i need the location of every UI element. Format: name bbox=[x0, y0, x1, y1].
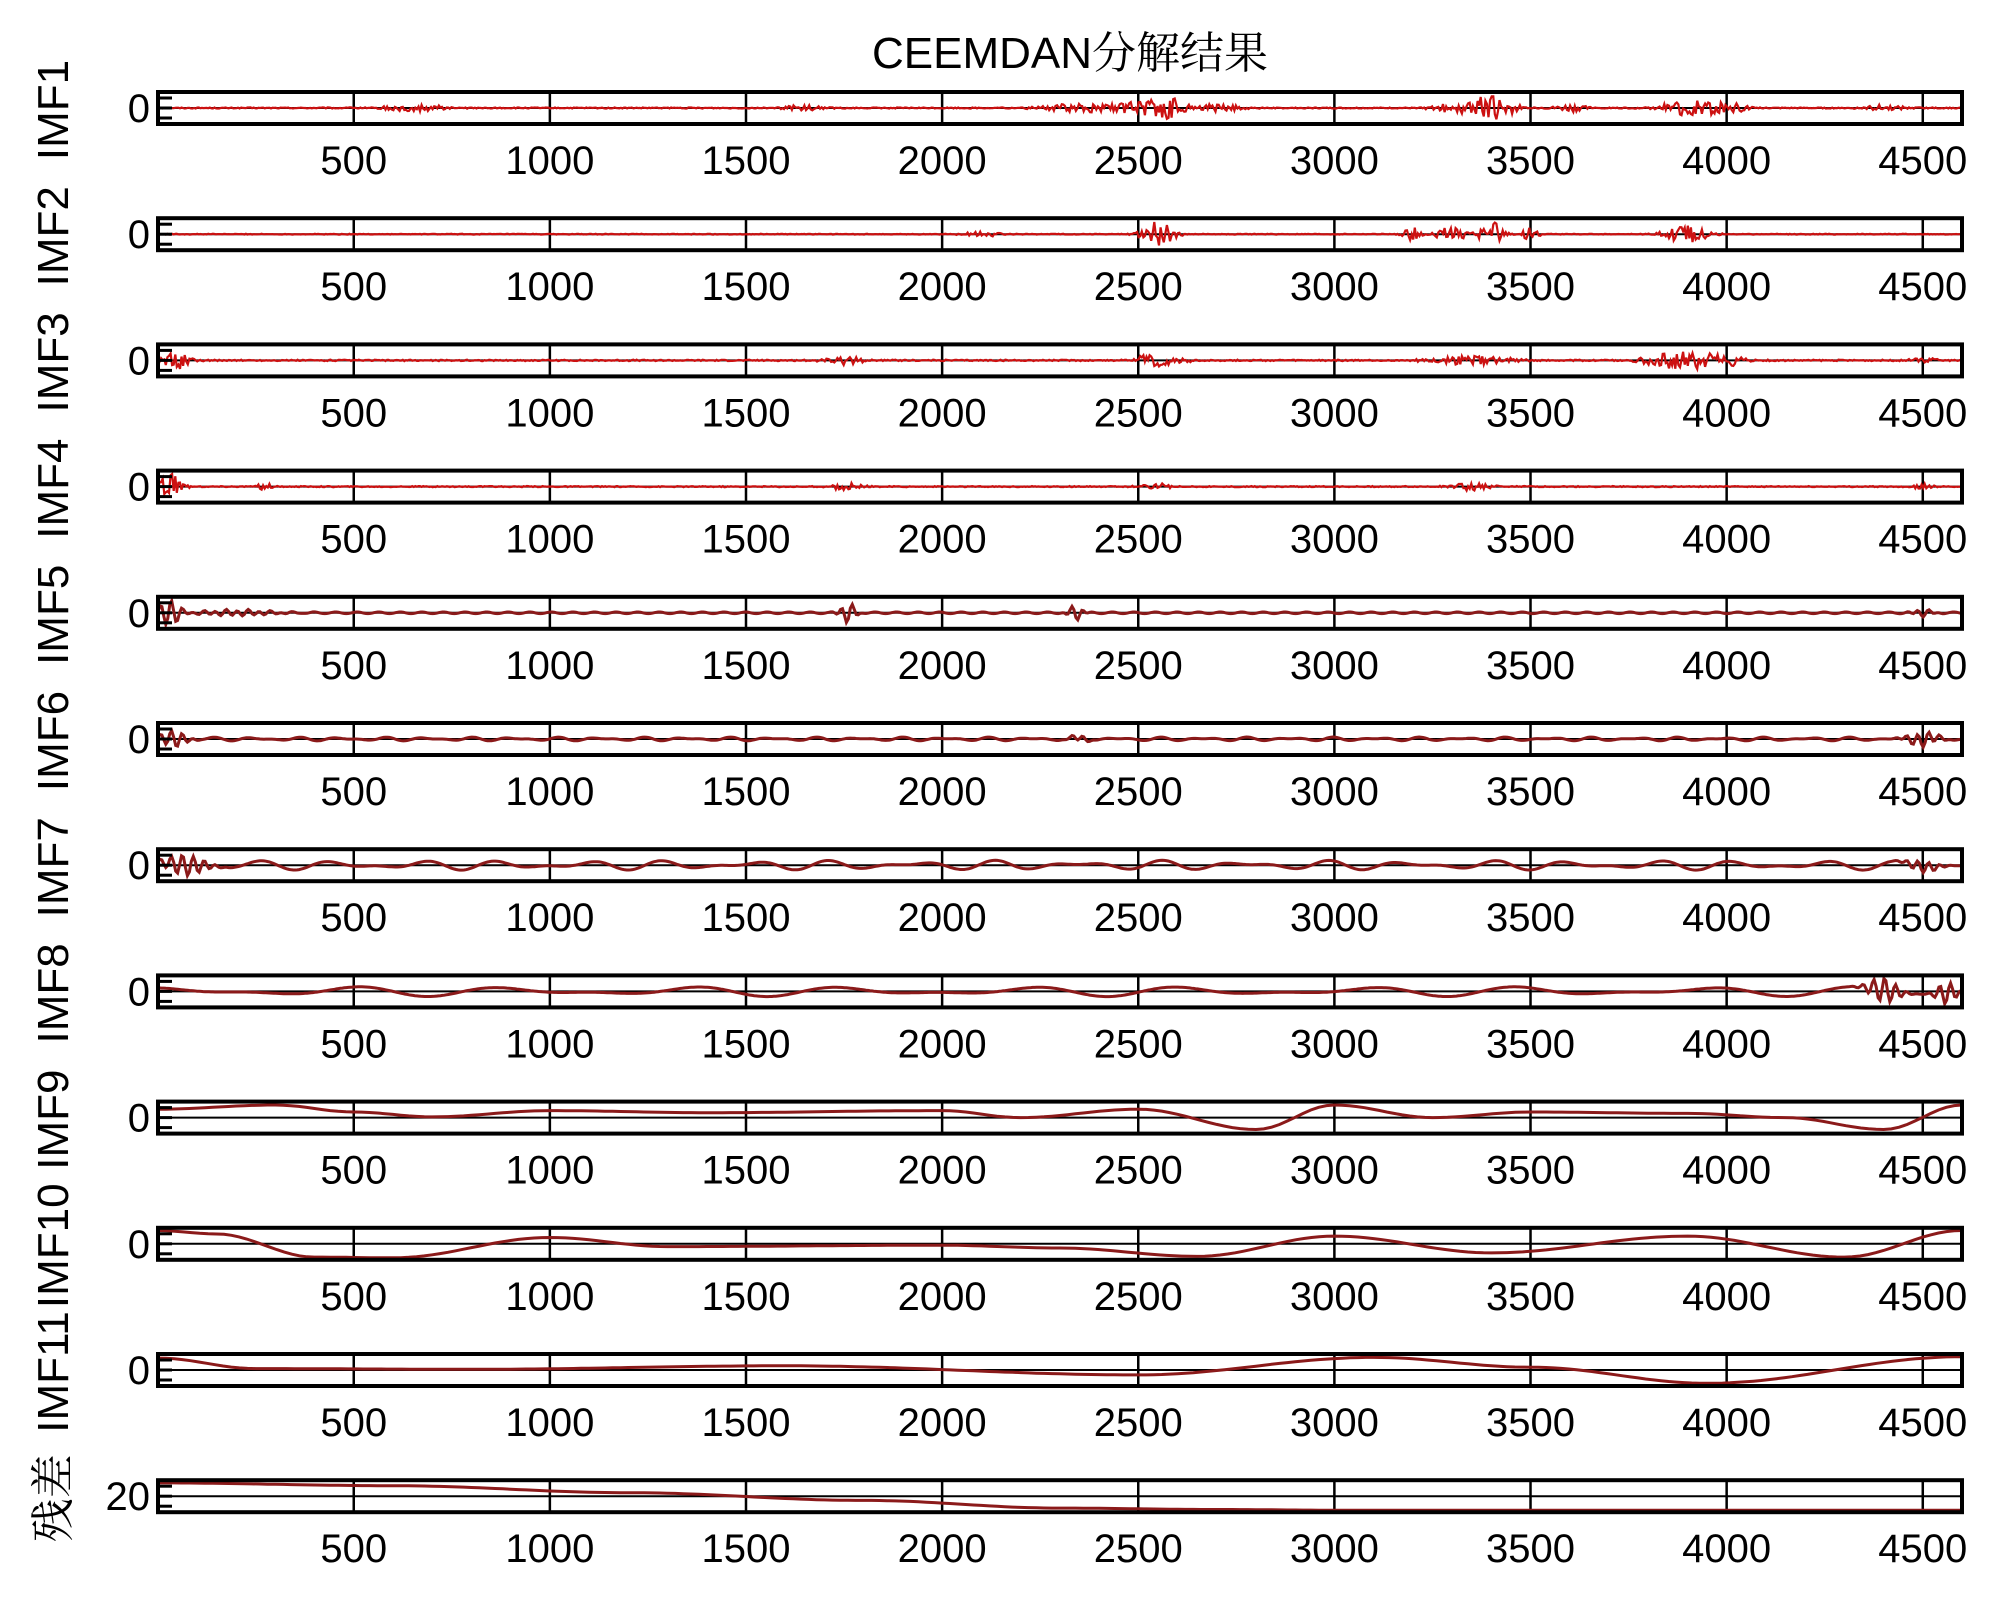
x-tick-label: 4500 bbox=[1878, 896, 1968, 941]
x-tick-label: 4500 bbox=[1878, 1274, 1968, 1319]
y-tick-label: 0 bbox=[127, 1222, 150, 1267]
x-tick-label: 3500 bbox=[1486, 139, 1576, 183]
x-tick-label: 1500 bbox=[701, 1022, 791, 1067]
x-tick-label: 2000 bbox=[897, 391, 987, 436]
x-tick-label: 4000 bbox=[1682, 391, 1772, 436]
y-tick-label: 0 bbox=[127, 339, 150, 384]
y-axis-label: IMF3 bbox=[29, 312, 78, 413]
x-tick-label: 1000 bbox=[505, 517, 595, 562]
x-tick-label: 3500 bbox=[1486, 391, 1576, 436]
x-tick-label: 3500 bbox=[1486, 265, 1576, 310]
y-tick-label: 0 bbox=[127, 1349, 150, 1393]
y-axis-label: IMF1 bbox=[29, 59, 78, 161]
x-tick-label: 1500 bbox=[701, 139, 791, 183]
x-tick-label: 4500 bbox=[1878, 517, 1968, 562]
chart-title: CEEMDAN分解结果 bbox=[871, 29, 1269, 78]
x-tick-label: 3500 bbox=[1486, 1022, 1576, 1067]
x-tick-label: 2000 bbox=[897, 1274, 987, 1319]
x-tick-label: 1500 bbox=[701, 1401, 791, 1445]
x-tick-label: 1000 bbox=[505, 139, 595, 183]
x-tick-label: 500 bbox=[320, 1401, 388, 1445]
series-line-6 bbox=[158, 731, 1960, 748]
subplot-2 bbox=[29, 186, 1967, 309]
x-tick-label: 500 bbox=[320, 896, 388, 941]
series-line-4 bbox=[158, 474, 1961, 494]
x-tick-label: 500 bbox=[320, 139, 388, 183]
x-tick-label: 2000 bbox=[897, 1401, 987, 1445]
x-tick-label: 1500 bbox=[701, 1527, 791, 1572]
x-tick-label: 4500 bbox=[1878, 139, 1968, 183]
x-tick-label: 2500 bbox=[1093, 770, 1183, 814]
x-tick-label: 1000 bbox=[505, 1022, 595, 1067]
x-tick-label: 1500 bbox=[701, 896, 791, 941]
x-tick-label: 500 bbox=[320, 770, 388, 814]
x-tick-label: 3000 bbox=[1289, 517, 1379, 562]
x-tick-label: 1500 bbox=[701, 1274, 791, 1319]
x-tick-label: 4500 bbox=[1878, 1148, 1968, 1193]
x-tick-label: 2500 bbox=[1093, 517, 1183, 562]
x-tick-label: 2500 bbox=[1093, 896, 1183, 941]
subplot-12 bbox=[29, 1454, 1967, 1571]
subplot-3 bbox=[29, 312, 1967, 435]
x-tick-label: 1500 bbox=[701, 391, 791, 436]
subplot-6 bbox=[29, 691, 1967, 814]
y-axis-label: IMF2 bbox=[29, 186, 78, 287]
x-tick-label: 4000 bbox=[1682, 770, 1772, 814]
x-tick-label: 2000 bbox=[897, 517, 987, 562]
y-axis-label: IMF4 bbox=[29, 438, 78, 539]
x-tick-label: 3500 bbox=[1486, 1401, 1576, 1445]
x-tick-label: 3000 bbox=[1289, 1401, 1379, 1445]
x-tick-label: 2500 bbox=[1093, 1401, 1183, 1445]
subplot-11 bbox=[29, 1311, 1967, 1445]
x-tick-label: 3000 bbox=[1289, 1148, 1379, 1193]
y-tick-label: 0 bbox=[127, 718, 150, 762]
x-tick-label: 2000 bbox=[897, 265, 987, 310]
x-tick-label: 4500 bbox=[1878, 265, 1968, 310]
x-tick-label: 4000 bbox=[1682, 1022, 1772, 1067]
x-tick-label: 4500 bbox=[1878, 770, 1968, 814]
subplot-9 bbox=[29, 1069, 1967, 1192]
y-axis-label: IMF5 bbox=[29, 564, 78, 665]
x-tick-label: 2000 bbox=[897, 770, 987, 814]
x-tick-label: 500 bbox=[320, 391, 388, 436]
x-tick-label: 2500 bbox=[1093, 643, 1183, 688]
x-tick-label: 4500 bbox=[1878, 1401, 1968, 1445]
y-tick-label: 0 bbox=[127, 213, 150, 258]
y-axis-label: IMF6 bbox=[29, 690, 78, 792]
x-tick-label: 4000 bbox=[1682, 1527, 1772, 1572]
x-tick-label: 3000 bbox=[1289, 1274, 1379, 1319]
y-axis-label: IMF7 bbox=[29, 817, 78, 918]
x-tick-label: 4000 bbox=[1682, 517, 1772, 562]
y-tick-label: 0 bbox=[127, 87, 150, 131]
y-tick-label: 0 bbox=[127, 591, 150, 636]
y-axis-label: IMF11 bbox=[29, 1311, 78, 1433]
subplot-1 bbox=[29, 60, 1967, 183]
x-tick-label: 2500 bbox=[1093, 265, 1183, 310]
x-tick-label: 4000 bbox=[1682, 139, 1772, 183]
x-tick-label: 1000 bbox=[505, 896, 595, 941]
x-tick-label: 4500 bbox=[1878, 643, 1968, 688]
x-tick-label: 2000 bbox=[897, 896, 987, 941]
x-tick-label: 1500 bbox=[701, 643, 791, 688]
x-tick-label: 4000 bbox=[1682, 643, 1772, 688]
x-tick-label: 1000 bbox=[505, 643, 595, 688]
x-tick-label: 3500 bbox=[1486, 1527, 1576, 1572]
x-tick-label: 2500 bbox=[1093, 1527, 1183, 1572]
x-tick-label: 2000 bbox=[897, 643, 987, 688]
x-tick-label: 2000 bbox=[897, 1022, 987, 1067]
x-tick-label: 3500 bbox=[1486, 896, 1576, 941]
y-tick-label: 0 bbox=[127, 1096, 150, 1141]
x-tick-label: 2500 bbox=[1093, 1148, 1183, 1193]
x-tick-label: 1000 bbox=[505, 1401, 595, 1445]
x-tick-label: 2000 bbox=[897, 1148, 987, 1193]
x-tick-label: 3000 bbox=[1289, 1527, 1379, 1572]
series-line-5 bbox=[158, 601, 1960, 625]
x-tick-label: 4500 bbox=[1878, 391, 1968, 436]
x-tick-label: 3500 bbox=[1486, 1274, 1576, 1319]
x-tick-label: 2500 bbox=[1093, 1022, 1183, 1067]
x-tick-label: 500 bbox=[320, 1022, 388, 1067]
x-tick-label: 500 bbox=[320, 517, 388, 562]
x-tick-label: 1500 bbox=[701, 1148, 791, 1193]
x-tick-label: 500 bbox=[320, 265, 388, 310]
x-tick-label: 500 bbox=[320, 1527, 388, 1572]
x-tick-label: 1000 bbox=[505, 265, 595, 310]
x-tick-label: 3000 bbox=[1289, 1022, 1379, 1067]
x-tick-label: 3000 bbox=[1289, 770, 1379, 814]
x-tick-label: 3000 bbox=[1289, 643, 1379, 688]
x-tick-label: 1500 bbox=[701, 265, 791, 310]
y-axis-label: IMF9 bbox=[29, 1069, 78, 1170]
x-tick-label: 1500 bbox=[701, 517, 791, 562]
x-tick-label: 1000 bbox=[505, 1274, 595, 1319]
x-tick-label: 2000 bbox=[897, 139, 987, 183]
subplot-7 bbox=[29, 817, 1967, 940]
x-tick-label: 1000 bbox=[505, 770, 595, 814]
x-tick-label: 4000 bbox=[1682, 265, 1772, 310]
x-tick-label: 4500 bbox=[1878, 1022, 1968, 1067]
subplot-4 bbox=[29, 438, 1967, 561]
y-tick-label: 20 bbox=[105, 1475, 150, 1520]
x-tick-label: 3000 bbox=[1289, 139, 1379, 183]
y-axis-label: IMF10 bbox=[29, 1183, 78, 1309]
x-tick-label: 3500 bbox=[1486, 643, 1576, 688]
y-axis-label: IMF8 bbox=[29, 943, 78, 1044]
x-tick-label: 4000 bbox=[1682, 1274, 1772, 1319]
y-axis-label: 残差 bbox=[29, 1454, 78, 1543]
x-tick-label: 2500 bbox=[1093, 391, 1183, 436]
x-tick-label: 3000 bbox=[1289, 896, 1379, 941]
x-tick-label: 1000 bbox=[505, 1148, 595, 1193]
subplots bbox=[29, 60, 1967, 1571]
x-tick-label: 3500 bbox=[1486, 1148, 1576, 1193]
series-line-2 bbox=[158, 222, 1961, 245]
x-tick-label: 1000 bbox=[505, 1527, 595, 1572]
subplot-8 bbox=[29, 943, 1967, 1066]
y-tick-label: 0 bbox=[127, 844, 150, 889]
x-tick-label: 3000 bbox=[1289, 391, 1379, 436]
x-tick-label: 500 bbox=[320, 1148, 388, 1193]
y-tick-label: 0 bbox=[127, 465, 150, 510]
x-tick-label: 2500 bbox=[1093, 1274, 1183, 1319]
x-tick-label: 4000 bbox=[1682, 896, 1772, 941]
x-tick-label: 3500 bbox=[1486, 517, 1576, 562]
x-tick-label: 1500 bbox=[701, 770, 791, 814]
x-tick-label: 500 bbox=[320, 1274, 388, 1319]
x-tick-label: 3500 bbox=[1486, 770, 1576, 814]
x-tick-label: 2500 bbox=[1093, 139, 1183, 183]
subplot-10 bbox=[29, 1183, 1967, 1318]
x-tick-label: 2000 bbox=[897, 1527, 987, 1572]
x-tick-label: 4000 bbox=[1682, 1148, 1772, 1193]
x-tick-label: 4000 bbox=[1682, 1401, 1772, 1445]
x-tick-label: 4500 bbox=[1878, 1527, 1968, 1572]
subplot-5 bbox=[29, 565, 1967, 688]
y-tick-label: 0 bbox=[127, 970, 150, 1015]
x-tick-label: 1000 bbox=[505, 391, 595, 436]
x-tick-label: 3000 bbox=[1289, 265, 1379, 310]
x-tick-label: 500 bbox=[320, 643, 388, 688]
